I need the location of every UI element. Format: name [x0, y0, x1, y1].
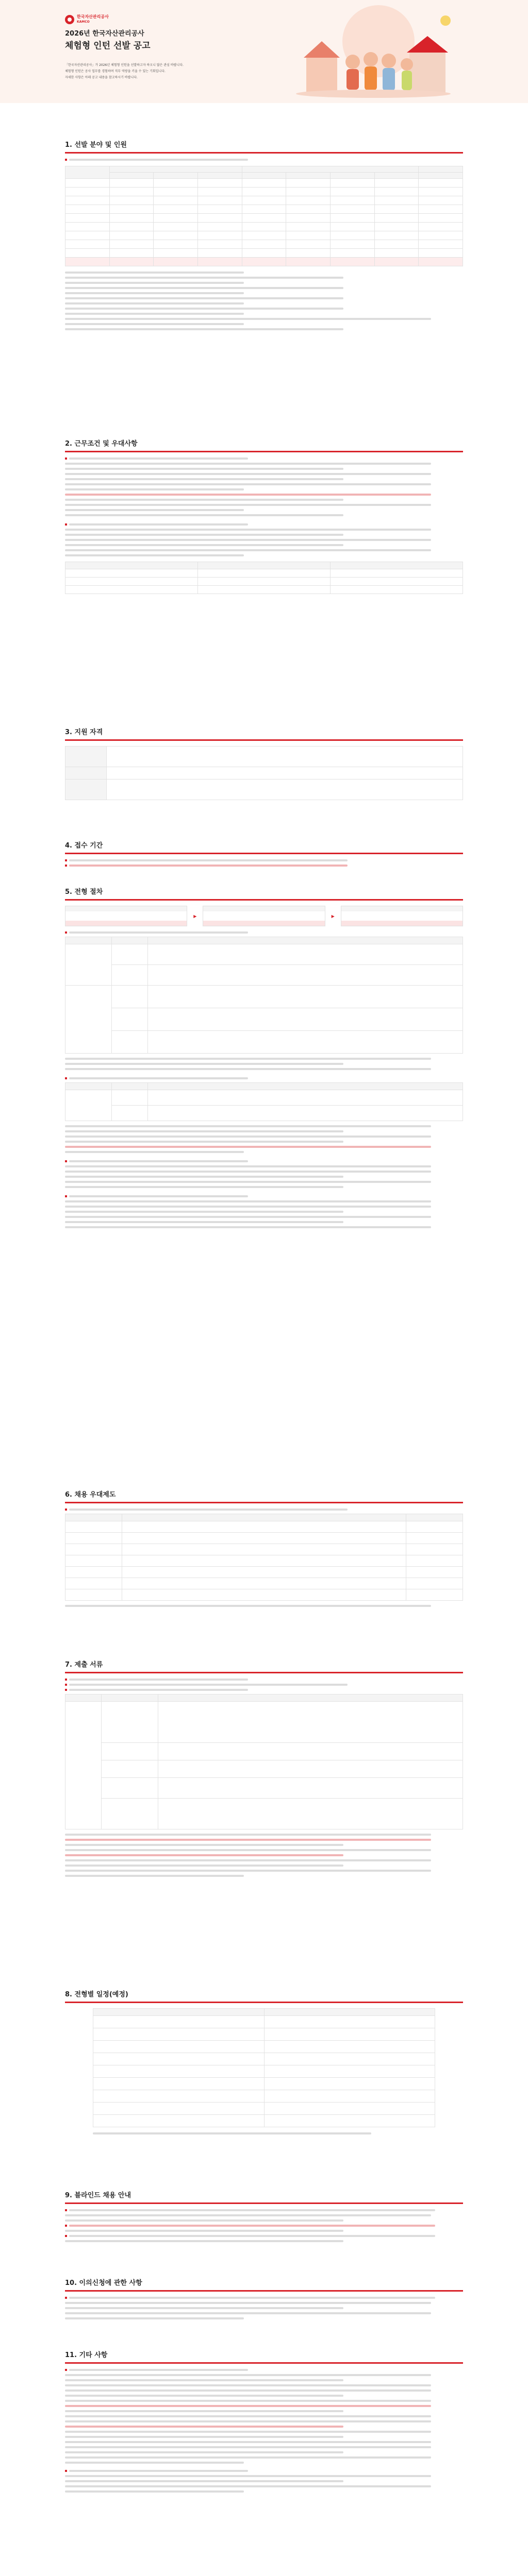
org-name: 한국자산관리공사	[77, 14, 109, 19]
process-steps: ▶ ▶	[65, 906, 463, 926]
section-title: 9. 블라인드 채용 안내	[65, 2192, 131, 2199]
section-3	[65, 726, 463, 840]
section-10	[65, 2277, 463, 2349]
section-title: 1. 선발 분야 및 인원	[65, 141, 127, 149]
hero-title: 체험형 인턴 선발 공고	[65, 41, 151, 51]
evaluation-table	[65, 937, 463, 1054]
schedule-table	[93, 2008, 435, 2127]
allowance-table	[65, 562, 463, 594]
eligibility-table	[65, 746, 463, 800]
hero-illustration	[275, 0, 471, 103]
recruit-table	[65, 166, 463, 266]
section-title: 3. 지원 자격	[65, 728, 103, 736]
section-1	[65, 139, 463, 438]
section-2	[65, 438, 463, 726]
preference-table	[65, 1514, 463, 1601]
interview-table	[65, 1082, 463, 1121]
section-9	[65, 2190, 463, 2277]
section-11	[65, 2349, 463, 2576]
intro-line: 자세한 사항은 아래 공고 내용을 참고하시기 바랍니다.	[65, 76, 138, 79]
section-title: 10. 이의신청에 관한 사항	[65, 2279, 142, 2287]
hero-subtitle: 2026년 한국자산관리공사	[65, 30, 144, 38]
section-title: 11. 기타 사항	[65, 2351, 108, 2359]
org-name-en: KAMCO	[77, 20, 90, 24]
section-title: 8. 전형별 일정(예정)	[65, 1991, 128, 1998]
section-7	[65, 1659, 463, 1989]
documents-table	[65, 1694, 463, 1829]
logo	[65, 14, 109, 25]
logo-icon	[65, 15, 74, 24]
section-title: 5. 전형 절차	[65, 888, 103, 896]
hero-banner	[0, 0, 528, 103]
section-title: 2. 근무조건 및 우대사항	[65, 440, 138, 448]
section-title: 4. 접수 기간	[65, 842, 103, 850]
section-title: 6. 채용 우대제도	[65, 1491, 116, 1499]
section-5	[65, 886, 463, 1489]
intro-text	[65, 63, 333, 81]
section-4	[65, 840, 463, 886]
section-8	[65, 1989, 463, 2190]
section-title: 7. 제출 서류	[65, 1661, 103, 1669]
intro-line: 체험형 인턴은 공사 업무를 경험하며 직무 역량을 키울 수 있는 기회입니다.	[65, 70, 166, 73]
intro-line: 「한국자산관리공사」가 2026년 체험형 인턴을 선발하고자 하오니 많은 관심 바랍니다.	[65, 63, 184, 67]
section-6	[65, 1489, 463, 1659]
